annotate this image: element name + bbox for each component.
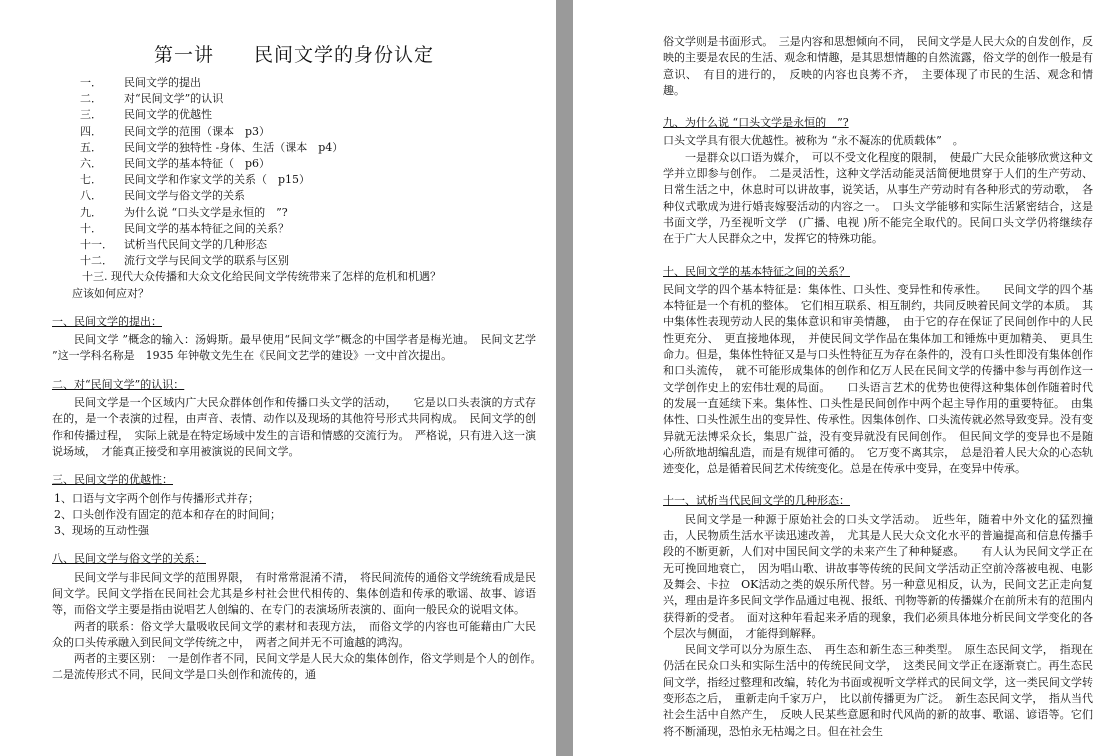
toc-item: 四． 民间文学的范围（课本 p3） <box>80 124 271 138</box>
paragraph: 口头文学具有很大优越性。被称为 “永不凝冻的优质载体” 。 <box>663 134 964 148</box>
toc-item: 九． 为什么说 “口头文学是永恒的 ”? <box>80 205 288 219</box>
paragraph: 民间文学与非民间文学的范围界限， 有时常常混淆不清， 将民间流传的通俗文学统统看成是民间文学。民间文学指在民间社会尤其是乡村社会世代相传的、集体创造和传承的歌谣、故事、谚语等，而俗文学主要是指由说唱艺人创编的、在专门的表演场所表演的、面向一般民众的说唱文体。 <box>52 570 536 617</box>
section-heading: 三、民间文学的优越性： <box>52 473 173 487</box>
section-heading: 一、民间文学的提出： <box>52 314 162 328</box>
paragraph: 俗文学则是书面形式。 三是内容和思想倾向不同， 民间文学是人民大众的自发创作，反映的主要是农民的生活、观念和情趣，是其思想情趣的自然流露，俗文学的创作一般是有意识、 有目的进行的， 反映的内容也良莠不齐， 主要体现了市民的生活、观念和情趣。 <box>663 35 1093 97</box>
paragraph: 民间文学可以分为原生态、 再生态和新生态三种类型。 原生态民间文学， 指现在仍活在民众口头和实际生活中的传统民间文学， 这类民间文学正在逐渐衰亡。再生态民间文学，指经过整理和改编，转化为书面或视听文学样式的民间文学，这一类民间文学转变形态之后， 重新走向千家万户， 比以前传播更为广泛。 新生态民间文学， 指从当代社会生活中自然产生， 反映人民某些意愿和时代风尚的新的故事、歌谣、谚语等。它们将不断涌现，恐怕永无枯竭之日。但在社会生 <box>663 643 1093 738</box>
toc-item: 一． 民间文学的提出 <box>80 76 201 89</box>
toc-item: 十二． 流行文学与民间文学的联系与区别 <box>80 254 289 268</box>
left-page <box>0 0 556 756</box>
toc-item-13-cont: 应该如何应对？ <box>72 286 149 300</box>
list-item: 2、口头创作没有固定的范本和存在的时间间； <box>54 507 281 521</box>
paragraph: 两者的主要区别： 一是创作者不同，民间文学是人民大众的集体创作，俗文学则是个人的创作。 二是流传形式不同，民间文学是口头创作和流传的，通 <box>52 652 547 682</box>
list-item: 3、现场的互动性强 <box>54 524 149 538</box>
list-item: 1、口语与文字两个创作与传播形式并存； <box>54 491 259 505</box>
toc-item: 八． 民间文学与俗文学的关系 <box>80 189 245 203</box>
section-heading: 八、民间文学与俗文学的关系： <box>52 552 206 566</box>
toc-item: 十． 民间文学的基本特征之间的关系？ <box>80 221 289 235</box>
toc-item-13: 十三. 现代大众传播和大众文化给民间文学传统带来了怎样的危机和机遇？ <box>82 270 441 284</box>
paragraph: 民间文学是一种源于原始社会的口头文学活动。 近些年，随着中外文化的猛烈撞击，人民物质生活水平读迅速改善， 尤其是人民大众文化水平的普遍提高和信息传播手段的不断更新，人们对中国民间文学的未来产生了种种疑惑。 有人认为民间文学正在无可挽回地衰亡， 因为唱山歌、讲故事等传统的民间文学活动正空前冷落被电视、电影及舞会、卡拉 OK活动之类的娱乐所代替。另一种意见相反，认为，民间文艺正走向复兴，理由是许多民间文学作品通过电视、报纸、刊物等新的传播媒介在前所未有的范围内获得新的受者。 面对这种年看起来矛盾的现象，我们必须具体地分析民间文学变化的各个层次与侧面， 才能得到解释。 <box>663 512 1093 640</box>
section-heading: 九、为什么说 “口头文学是永恒的 ”? <box>663 116 849 130</box>
toc-item: 三． 民间文学的优越性 <box>80 108 212 122</box>
paragraph: 民间文学是一个区域内广大民众群体创作和传播口头文学的活动， 它是以口头表演的方式存在的，是一个表演的过程，由声音、表情、动作以及现场的其他符号形式共同构成。 民间文学的创作和传播过程， 实际上就是在特定场域中发生的言语和情感的交流行为。 严格说，只有进入这一演说场域， 才能真正接受和享用被演说的民间文学。 <box>52 396 536 458</box>
toc-item: 十一． 试析当代民间文学的几种形态 <box>80 238 267 252</box>
section-heading: 十、民间文学的基本特征之间的关系？ <box>663 264 850 278</box>
table-of-contents <box>52 75 536 302</box>
right-page <box>573 0 1119 756</box>
paragraph: 一是群众以口语为媒介， 可以不受文化程度的限制， 使最广大民众能够欣赏这种文学并立即参与创作。 二是灵活性，这种文学活动能灵活简便地贯穿于人们的生产劳动、日常生活之中，休息时可以讲故事，说笑话，从事生产劳动时有各种形式的劳动歌， 各种仪式歌成为进行婚丧嫁娶活动的内容之一。 口头文学能够和实际生活紧密结合，这是书面文学，乃至视听文学 (广播、电视 )所不能完全取代的。民间口头文学仍将继续存在于广大人民群众之中，发挥它的特殊功能。 <box>663 150 1093 246</box>
section-heading: 十一、试析当代民间文学的几种形态： <box>663 494 850 508</box>
page-title: 第一讲 民间文学的身份认定 <box>153 44 434 66</box>
section-heading: 二、对“民间文学”的认识： <box>52 377 185 391</box>
toc-item: 五． 民间文学的独特性 -身体、生活（课本 p4） <box>80 140 344 154</box>
paragraph: 民间文学 ”概念的输入：汤姆斯。最早使用“民间文学”概念的中国学者是梅光迪。 民间文艺学 ”这一学科名称是 1935 年钟敬文先生在《民间文艺学的建设》一文中首次提出。 <box>52 333 536 363</box>
paragraph: 民间文学的四个基本特征是：集体性、口头性、变异性和传承性。 民间文学的四个基本特征是一个有机的整体。 它们相互联系、相互制约，共同反映着民间文学的本质。 其中集体性表现劳动人民的集体意识和审美情趣， 由于它的存在保证了民间创作中的人民性更充分、 更直接地体现， 并使民间文学作品在集体加工和锤炼中更加精美、 更具生命力。但是，集体性特征又是与口头性特征互为存在条件的，没有口头性即没有集体创作和口头流传， 就不可能形成集体的创作和亿万人民在民间文学的传播中参与再创作这一文学创作史上的宏伟壮观的局面。 口头语言艺术的优势也使得这种集体创作随着时代的发展一直延续下来。集体性、口头性是民间创作中两个起主导作用的重要特征。 由集体性、口头性派生出的变异性、传承性。因集体创作、口头流传就必然导致变异。没有变异就无法博采众长，集思广益，没有变异就没有民间创作。 但民间文学的变异也不是随心所欲地胡编乱造，而是有规律可循的。 它万变不离其宗， 总是沿着人民大众的心态轨迹变化，总是循着民间艺术传统变化。总是在传承中变异，在变异中传承。 <box>663 282 1093 476</box>
toc-item: 六． 民间文学的基本特征（ p6） <box>80 157 271 171</box>
toc-item: 七． 民间文学和作家文学的关系（ p15） <box>80 173 311 187</box>
paragraph: 两者的联系：俗文学大量吸收民间文学的素材和表现方法， 而俗文学的内容也可能藉由广大民众的口头传承融入到民间文学传统之中， 两者之间并无不可逾越的鸿沟。 <box>52 619 536 649</box>
toc-item: 二． 对“民间文学”的认识 <box>80 92 224 106</box>
